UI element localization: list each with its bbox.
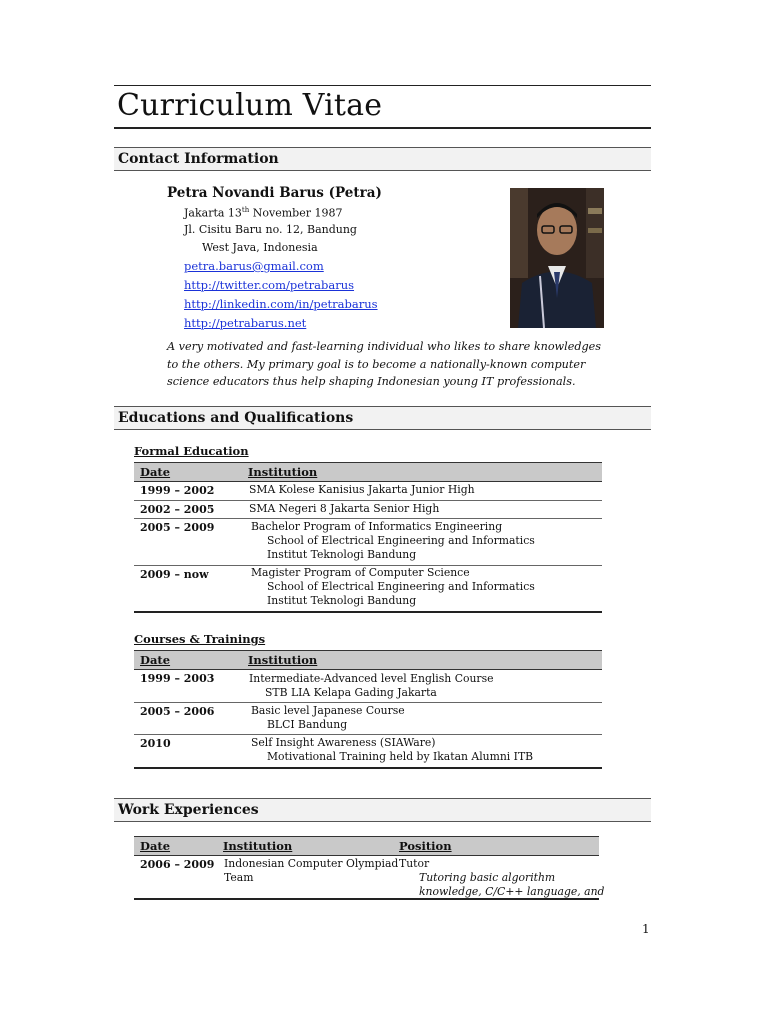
address-line-1: Jl. Cisitu Baru no. 12, Bandung [184, 223, 357, 236]
email-link[interactable]: petra.barus@gmail.com [184, 259, 324, 273]
row-divider [134, 518, 602, 519]
website-link[interactable]: http://petrabarus.net [184, 316, 307, 330]
institution-line: Motivational Training held by Ikatan Alumni ITB [267, 750, 534, 763]
linkedin-link[interactable]: http://linkedin.com/in/petrabarus [184, 297, 378, 311]
institution-line: School of Electrical Engineering and Informatics [267, 580, 535, 593]
table-row-institution [251, 736, 533, 764]
institution-line: Basic level Japanese Course [251, 704, 405, 717]
position-description: Tutoring basic algorithm [419, 871, 556, 884]
table-row-date: 2002 – 2005 [140, 503, 215, 516]
section-work [114, 798, 651, 822]
institution-line: SMA Negeri 8 Jakarta Senior High [249, 502, 440, 515]
table-row-institution [251, 566, 535, 608]
profile-summary: A very motivated and fast-learning individual who likes to share knowledges to the others. My primary goal is to become a nationally-known computer science educators thus help shaping Indonesian young IT professionals. [167, 340, 602, 388]
address-line-2: West Java, Indonesia [202, 241, 318, 254]
institution-line: Self Insight Awareness (SIAWare) [251, 736, 436, 749]
section-education-title: Educations and Qualifications [118, 410, 354, 426]
institution-line: BLCI Bandung [267, 718, 348, 731]
col-date: Date [140, 839, 171, 853]
section-education [114, 406, 651, 430]
section-contact [114, 147, 651, 171]
col-date: Date [140, 653, 171, 667]
full-name: Petra Novandi Barus (Petra) [167, 185, 382, 201]
table-row-date: 2009 – now [140, 568, 209, 581]
table-row-date: 2010 [140, 737, 171, 750]
institution-line: STB LIA Kelapa Gading Jakarta [265, 686, 437, 699]
col-position: Position [399, 839, 452, 853]
institution-line: Team [224, 871, 254, 884]
table-row-date: 2005 – 2006 [140, 705, 215, 718]
courses-header [134, 650, 602, 670]
table-row-institution [249, 483, 475, 497]
profile-photo-graphic [510, 188, 604, 328]
birth-suffix: th [241, 206, 250, 214]
title-rule [114, 127, 651, 129]
table-row-date: 1999 – 2002 [140, 484, 215, 497]
page-number: 1 [642, 922, 650, 936]
table-bottom-rule [134, 767, 602, 769]
institution-line: Institut Teknologi Bandung [267, 548, 417, 561]
section-contact-title: Contact Information [118, 151, 279, 167]
table-row-date: 2005 – 2009 [140, 521, 215, 534]
birth-date: November 1987 [249, 206, 343, 220]
institution-line: Indonesian Computer Olympiad [224, 857, 399, 870]
table-row-date: 1999 – 2003 [140, 672, 215, 685]
birth-info [184, 206, 342, 220]
formal-education-heading: Formal Education [134, 444, 249, 458]
institution-line: Bachelor Program of Informatics Engineering [251, 520, 503, 533]
table-row-position [399, 857, 604, 899]
institution-line: Magister Program of Computer Science [251, 566, 470, 579]
institution-line: Institut Teknologi Bandung [267, 594, 417, 607]
profile-photo [510, 188, 604, 328]
position-description: knowledge, C/C++ language, and [419, 885, 605, 898]
courses-heading: Courses & Trainings [134, 632, 266, 646]
page-title: Curriculum Vitae [117, 88, 383, 123]
table-bottom-rule [134, 898, 599, 900]
table-row-institution [251, 704, 405, 732]
col-institution: Institution [248, 465, 318, 479]
formal-education-header [134, 462, 602, 482]
col-institution: Institution [248, 653, 318, 667]
table-row-institution [251, 520, 535, 562]
row-divider [134, 702, 602, 703]
birth-place: Jakarta 13 [184, 206, 242, 220]
twitter-link[interactable]: http://twitter.com/petrabarus [184, 278, 355, 292]
top-rule [114, 85, 651, 86]
row-divider [134, 500, 602, 501]
work-header [134, 836, 599, 856]
row-divider [134, 734, 602, 735]
institution-line: School of Electrical Engineering and Informatics [267, 534, 535, 547]
institution-line: SMA Kolese Kanisius Jakarta Junior High [249, 483, 475, 496]
table-row-institution [249, 502, 439, 516]
table-row-institution [249, 672, 494, 700]
institution-line: Intermediate-Advanced level English Course [249, 672, 494, 685]
section-work-title: Work Experiences [118, 802, 259, 818]
table-row-institution [224, 857, 398, 885]
position-title: Tutor [399, 857, 430, 870]
col-date: Date [140, 465, 171, 479]
table-row-date: 2006 – 2009 [140, 858, 215, 871]
col-institution: Institution [223, 839, 293, 853]
table-bottom-rule [134, 611, 602, 613]
